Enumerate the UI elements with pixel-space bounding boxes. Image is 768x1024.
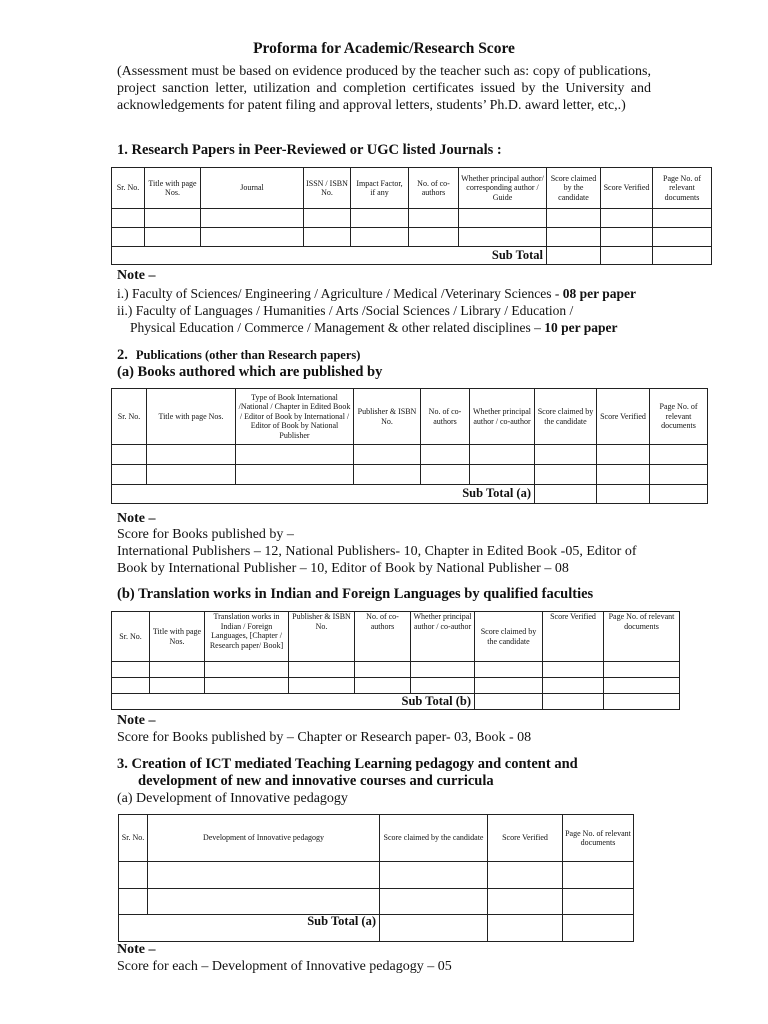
note-text: Physical Education / Commerce / Management & other related disciplines – [130,320,545,335]
section-3-heading-continued: development of new and innovative courses and curricula [138,773,494,789]
table-header-row [112,168,712,209]
table-cell[interactable] [488,915,563,942]
table-cell[interactable] [650,445,708,465]
header-cell: Score claimed by the candidate [380,815,488,862]
books-authored-table [111,388,708,504]
header-cell: Publisher & ISBN No. [354,389,421,445]
table-header-row [119,815,634,862]
table-cell[interactable] [119,889,148,915]
table-cell[interactable] [421,465,470,485]
table-cell[interactable] [411,662,475,678]
table-row [112,209,712,228]
table-cell[interactable] [547,247,601,265]
header-cell: ISSN / ISBN No. [304,168,351,209]
table-cell[interactable] [470,465,535,485]
table-cell[interactable] [354,445,421,465]
table-cell[interactable] [411,678,475,694]
table-cell[interactable] [380,889,488,915]
table-cell[interactable] [236,465,354,485]
header-cell: Title with page Nos. [147,389,236,445]
table-header-row [112,612,680,662]
section-3a-heading: (a) Development of Innovative pedagogy [117,791,348,806]
table-cell[interactable] [543,662,604,678]
header-cell: Publisher & ISBN No. [289,612,355,662]
table-cell[interactable] [650,465,708,485]
note-line: ii.) Faculty of Languages / Humanities / Arts /Social Sciences / Library / Education / [117,303,574,318]
table-row [112,465,708,485]
table-cell[interactable] [289,678,355,694]
table-row [112,678,680,694]
table-cell[interactable] [150,662,205,678]
table-cell[interactable] [604,694,680,710]
note-text: i.) Faculty of Sciences/ Engineering / Agriculture / Medical /Veterinary Sciences - [117,286,563,301]
table-cell[interactable] [145,209,201,228]
header-cell: Page No. of relevant documents [604,612,680,662]
table-cell[interactable] [112,209,145,228]
section-1-heading: 1. Research Papers in Peer-Reviewed or UGC listed Journals : [117,142,502,158]
table-row [112,228,712,247]
section-2b-heading: (b) Translation works in Indian and Foreign Languages by qualified faculties [117,586,594,602]
table-cell[interactable] [563,862,634,889]
table-cell[interactable] [355,678,411,694]
page-title: Proforma for Academic/Research Score [253,40,515,57]
subtotal-row [112,247,712,265]
header-cell: Translation works in Indian / Foreign Languages, [Chapter / Research paper/ Book] [205,612,289,662]
table-cell[interactable] [201,209,304,228]
table-cell[interactable] [119,862,148,889]
table-cell[interactable] [653,209,712,228]
table-cell[interactable] [563,915,634,942]
header-cell: Score claimed by the candidate [475,612,543,662]
table-cell[interactable] [112,678,150,694]
subtotal-label: Sub Total [112,247,547,265]
table-cell[interactable] [459,209,547,228]
header-cell: Title with page Nos. [145,168,201,209]
table-cell[interactable] [205,678,289,694]
subtotal-label: Sub Total (b) [112,694,475,710]
header-cell: Score claimed by the candidate [535,389,597,445]
note-line: International Publishers – 12, National Publishers- 10, Chapter in Edited Book -05, Editor of [117,544,637,559]
header-cell: Page No. of relevant documents [650,389,708,445]
table-cell[interactable] [597,465,650,485]
table-cell[interactable] [475,694,543,710]
header-cell: No. of co-authors [421,389,470,445]
table-cell[interactable] [304,228,351,247]
table-cell[interactable] [205,662,289,678]
header-cell: Score Verified [597,389,650,445]
note-title: Note – [117,713,156,728]
header-cell: Whether principal author / co-author [470,389,535,445]
table-cell[interactable] [535,445,597,465]
table-cell[interactable] [421,445,470,465]
header-cell: Sr. No. [119,815,148,862]
table-cell[interactable] [201,228,304,247]
section-title: Publications (other than Research papers) [135,348,361,362]
table-row [112,662,680,678]
table-cell[interactable] [112,228,145,247]
table-cell[interactable] [543,678,604,694]
header-cell: Sr. No. [112,389,147,445]
table-cell[interactable] [475,678,543,694]
header-cell: Page No. of relevant documents [653,168,712,209]
header-cell: No. of co-authors [409,168,459,209]
table-cell[interactable] [409,209,459,228]
table-cell[interactable] [304,209,351,228]
header-cell: Journal [201,168,304,209]
table-cell[interactable] [475,662,543,678]
header-cell: Page No. of relevant documents [563,815,634,862]
note-line: Book by International Publisher – 10, Editor of Book by National Publisher – 08 [117,561,569,576]
section-3-heading: 3. Creation of ICT mediated Teaching Learning pedagogy and content and [117,756,578,772]
table-cell[interactable] [351,228,409,247]
note-title: Note – [117,511,156,526]
header-cell: Impact Factor, if any [351,168,409,209]
header-cell: Whether principal author / co-author [411,612,475,662]
table-cell[interactable] [150,678,205,694]
table-cell[interactable] [597,485,650,504]
header-cell: Sr. No. [112,168,145,209]
note-bold-value: 10 per paper [544,320,618,335]
header-cell: Score Verified [601,168,653,209]
table-cell[interactable] [289,662,355,678]
note-line: Score for Books published by – [117,527,294,542]
table-row [119,862,634,889]
header-cell: Title with page Nos. [150,612,205,662]
table-cell[interactable] [535,465,597,485]
header-cell: Development of Innovative pedagogy [148,815,380,862]
table-cell[interactable] [604,678,680,694]
section-2-heading [117,347,360,364]
note-line: Score for each – Development of Innovative pedagogy – 05 [117,959,452,974]
table-cell[interactable] [653,247,712,265]
header-cell: Score Verified [543,612,604,662]
table-row [119,889,634,915]
subtotal-row [119,915,634,942]
table-cell[interactable] [601,209,653,228]
table-cell[interactable] [459,228,547,247]
note-line: Score for Books published by – Chapter or Research paper- 03, Book - 08 [117,730,532,745]
table-row [112,445,708,465]
table-cell[interactable] [380,862,488,889]
table-cell[interactable] [112,465,147,485]
note-line [117,285,636,302]
header-cell: Whether principal author/ corresponding author / Guide [459,168,547,209]
note-line [130,319,618,336]
table-cell[interactable] [355,662,411,678]
note-title: Note – [117,942,156,957]
subtotal-row [112,694,680,710]
subtotal-label: Sub Total (a) [112,485,535,504]
header-cell: Type of Book International /National / Chapter in Edited Book / Editor of Book by International / Editor of Book by National Publisher [236,389,354,445]
table-cell[interactable] [547,228,601,247]
table-cell[interactable] [488,889,563,915]
header-cell: Sr. No. [112,612,150,662]
table-cell[interactable] [409,228,459,247]
section-number: 2. [117,347,128,363]
table-cell[interactable] [148,862,380,889]
intro-paragraph: (Assessment must be based on evidence produced by the teacher such as: copy of publications, project sanction letter, utilization and completion certificates issued by the University and acknowledgements for patent filing and approval letters, students’ Ph.D. award letter, etc,.) [117,64,651,113]
table-cell[interactable] [543,694,604,710]
header-cell: Score claimed by the candidate [547,168,601,209]
table-cell[interactable] [112,445,147,465]
table-cell[interactable] [653,228,712,247]
table-cell[interactable] [650,485,708,504]
header-cell: Score Verified [488,815,563,862]
section-2a-heading: (a) Books authored which are published by [117,364,383,380]
table-cell[interactable] [601,247,653,265]
research-papers-table [111,167,712,265]
header-cell: No. of co-authors [355,612,411,662]
subtotal-label: Sub Total (a) [119,915,380,942]
table-cell[interactable] [604,662,680,678]
table-cell[interactable] [597,445,650,465]
table-header-row [112,389,708,445]
translation-works-table [111,611,680,710]
table-cell[interactable] [535,485,597,504]
table-cell[interactable] [148,889,380,915]
table-cell[interactable] [351,209,409,228]
table-cell[interactable] [488,862,563,889]
table-cell[interactable] [380,915,488,942]
table-cell[interactable] [563,889,634,915]
table-cell[interactable] [470,445,535,465]
table-cell[interactable] [236,445,354,465]
innovative-pedagogy-table [118,814,634,942]
table-cell[interactable] [145,228,201,247]
table-cell[interactable] [147,445,236,465]
note-bold-value: 08 per paper [562,286,636,301]
subtotal-row [112,485,708,504]
table-cell[interactable] [601,228,653,247]
table-cell[interactable] [354,465,421,485]
table-cell[interactable] [147,465,236,485]
table-cell[interactable] [547,209,601,228]
note-title: Note – [117,268,156,283]
table-cell[interactable] [112,662,150,678]
